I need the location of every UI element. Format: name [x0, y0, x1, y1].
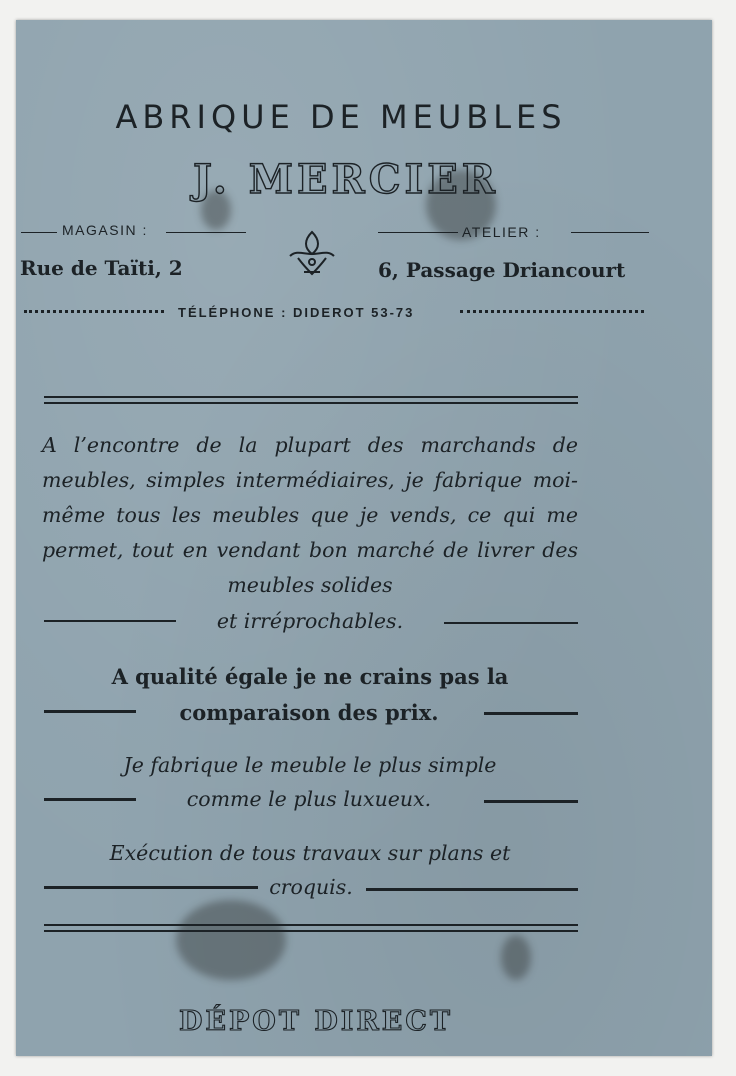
depot-heading: DÉPOT DIRECT — [179, 1006, 453, 1037]
rule — [378, 232, 458, 233]
rule — [484, 712, 578, 715]
magasin-label: MAGASIN : — [62, 222, 148, 238]
rule — [166, 232, 246, 233]
atelier-address: 6, Passage Driancourt — [378, 258, 626, 282]
dotted-rule — [460, 310, 644, 313]
magasin-address: Rue de Taïti, 2 — [20, 256, 183, 280]
ink-stain — [176, 900, 286, 980]
rule — [21, 232, 57, 233]
rule — [44, 710, 136, 713]
paragraph-2: A qualité égale je ne crains pas la — [111, 664, 509, 689]
ink-stain — [501, 935, 531, 980]
double-rule — [44, 924, 578, 932]
paragraph-3-last: comme le plus luxueux. — [186, 787, 432, 811]
paragraph-3: Je fabrique le meuble le plus simple — [123, 753, 497, 777]
atelier-label: ATELIER : — [462, 224, 541, 240]
paragraph-1-last: et irréprochables. — [216, 609, 404, 633]
rule — [484, 800, 578, 803]
company-title: ABRIQUE DE MEUBLES — [115, 98, 567, 136]
double-rule — [44, 396, 578, 404]
paragraph-2-last: comparaison des prix. — [179, 700, 439, 725]
paragraph-1: A l’encontre de la plupart des marchands de meubles, simples intermédiaires, je fabrique moi-même tous les meubles que je vends, ce qui me permet, tout en vendant bon marché de livrer des meubles solides — [42, 433, 578, 597]
rule — [44, 620, 176, 622]
dotted-rule — [24, 310, 164, 313]
rule — [444, 622, 578, 624]
rule — [44, 798, 136, 801]
paragraph-4-last: croquis. — [269, 875, 353, 899]
owner-name: J. MERCIER — [193, 156, 499, 203]
rule — [571, 232, 649, 233]
paragraph-4: Exécution de tous travaux sur plans et — [109, 841, 511, 865]
rule — [366, 888, 578, 891]
flyer-paper — [16, 20, 712, 1056]
rule — [44, 886, 258, 889]
telephone: TÉLÉPHONE : DIDEROT 53-73 — [178, 305, 415, 320]
ornament-icon — [284, 226, 340, 282]
